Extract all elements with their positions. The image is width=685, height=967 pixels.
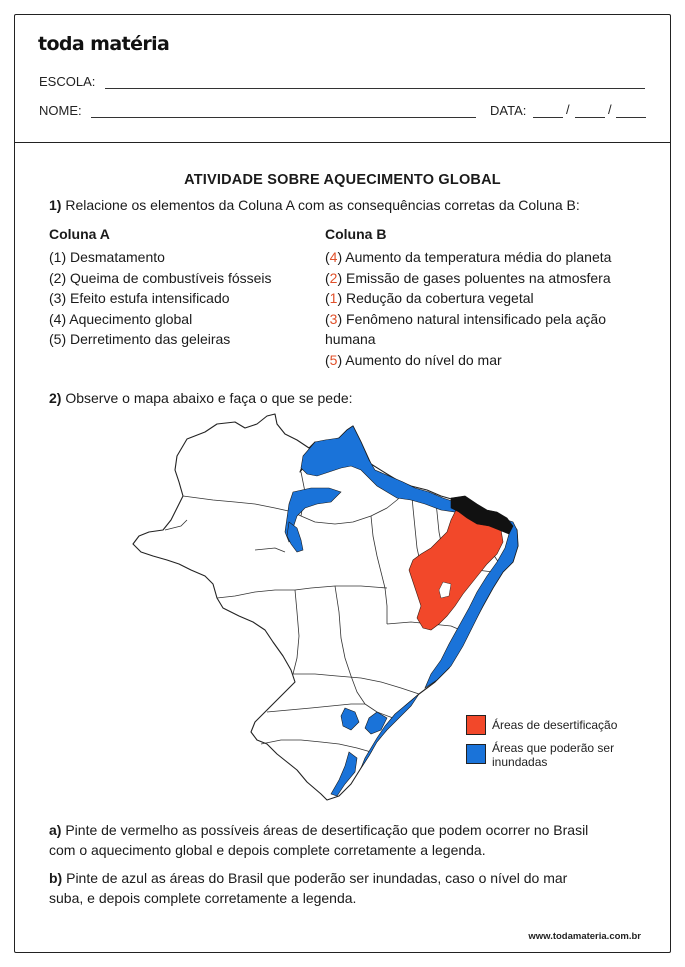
header-divider — [14, 142, 671, 143]
column-b-text: Redução da cobertura vegetal — [346, 290, 534, 307]
date-separator: / — [608, 102, 612, 117]
date-year-field[interactable] — [616, 117, 646, 118]
column-b-item-continuation: humana — [325, 331, 376, 348]
column-b-item[interactable]: (1) Redução da cobertura vegetal — [325, 290, 534, 307]
column-b-text: Aumento da temperatura média do planeta — [345, 249, 612, 265]
nome-label: NOME: — [39, 103, 82, 118]
legend-red-label: Áreas de desertificação — [492, 718, 618, 732]
legend-blue-label-line: Áreas que poderão ser — [492, 741, 615, 755]
answer-number: 3 — [329, 310, 338, 327]
column-b-list — [325, 247, 611, 371]
column-a-title: Coluna A — [49, 226, 110, 242]
date-separator: / — [566, 102, 570, 117]
legend-blue-swatch — [466, 744, 486, 764]
question-number: 1) — [49, 197, 62, 213]
nome-field[interactable] — [91, 117, 476, 118]
question-1 — [49, 195, 580, 215]
column-a-item: (5) Derretimento das geleiras — [49, 331, 231, 348]
legend-blue-label — [492, 741, 614, 769]
escola-label: ESCOLA: — [39, 74, 96, 89]
column-b-text: Fenômeno natural intensificado pela ação — [346, 310, 606, 327]
answer-number: 5 — [329, 351, 338, 368]
column-b-title: Coluna B — [325, 226, 387, 242]
escola-field[interactable] — [105, 88, 645, 89]
question-text: Pinte de vermelho as possíveis áreas de desertificação que podem ocorrer no Brasil — [65, 822, 589, 838]
question-number: 2) — [49, 390, 62, 406]
data-label: DATA: — [490, 103, 527, 118]
logo: toda matéria — [38, 33, 170, 55]
question-letter: a) — [49, 822, 62, 838]
column-b-item[interactable]: (3) Fenômeno natural intensificado pela ação — [325, 310, 606, 327]
question-letter: b) — [49, 870, 63, 886]
question-text: Pinte de azul as áreas do Brasil que poderão ser inundadas, caso o nível do mar — [66, 870, 568, 886]
column-b-item[interactable]: (2) Emissão de gases poluentes na atmosfera — [325, 269, 611, 286]
question-text: Relacione os elementos da Coluna A com as consequências corretas da Coluna B: — [65, 197, 580, 213]
answer-number: 4 — [329, 249, 338, 265]
date-day-field[interactable] — [533, 117, 563, 118]
column-b-item[interactable]: (5) Aumento do nível do mar — [325, 351, 502, 368]
answer-number: 2 — [329, 269, 338, 286]
column-a-list — [49, 247, 272, 350]
column-a-item: (3) Efeito estufa intensificado — [49, 290, 230, 307]
column-b-text: Aumento do nível do mar — [345, 351, 502, 368]
column-a-item: (1) Desmatamento — [49, 249, 165, 265]
column-b-item[interactable]: (4) Aumento da temperatura média do planeta — [325, 249, 612, 265]
date-month-field[interactable] — [575, 117, 605, 118]
question-text: com o aquecimento global e depois complete corretamente a legenda. — [49, 842, 486, 858]
question-b — [49, 868, 649, 908]
question-a — [49, 820, 649, 860]
question-2 — [49, 388, 353, 408]
legend-blue-label-line: inundadas — [492, 755, 548, 769]
question-text: suba, e depois complete corretamente a legenda. — [49, 890, 357, 906]
column-a-item: (2) Queima de combustíveis fósseis — [49, 269, 272, 286]
answer-number: 1 — [329, 290, 338, 307]
legend-red-swatch — [466, 715, 486, 735]
column-a-item: (4) Aquecimento global — [49, 310, 193, 327]
question-text: Observe o mapa abaixo e faça o que se pede: — [65, 390, 353, 406]
footer-url[interactable]: www.todamateria.com.br — [528, 931, 641, 942]
column-b-text: Emissão de gases poluentes na atmosfera — [346, 269, 611, 286]
page-title: ATIVIDADE SOBRE AQUECIMENTO GLOBAL — [184, 172, 501, 188]
